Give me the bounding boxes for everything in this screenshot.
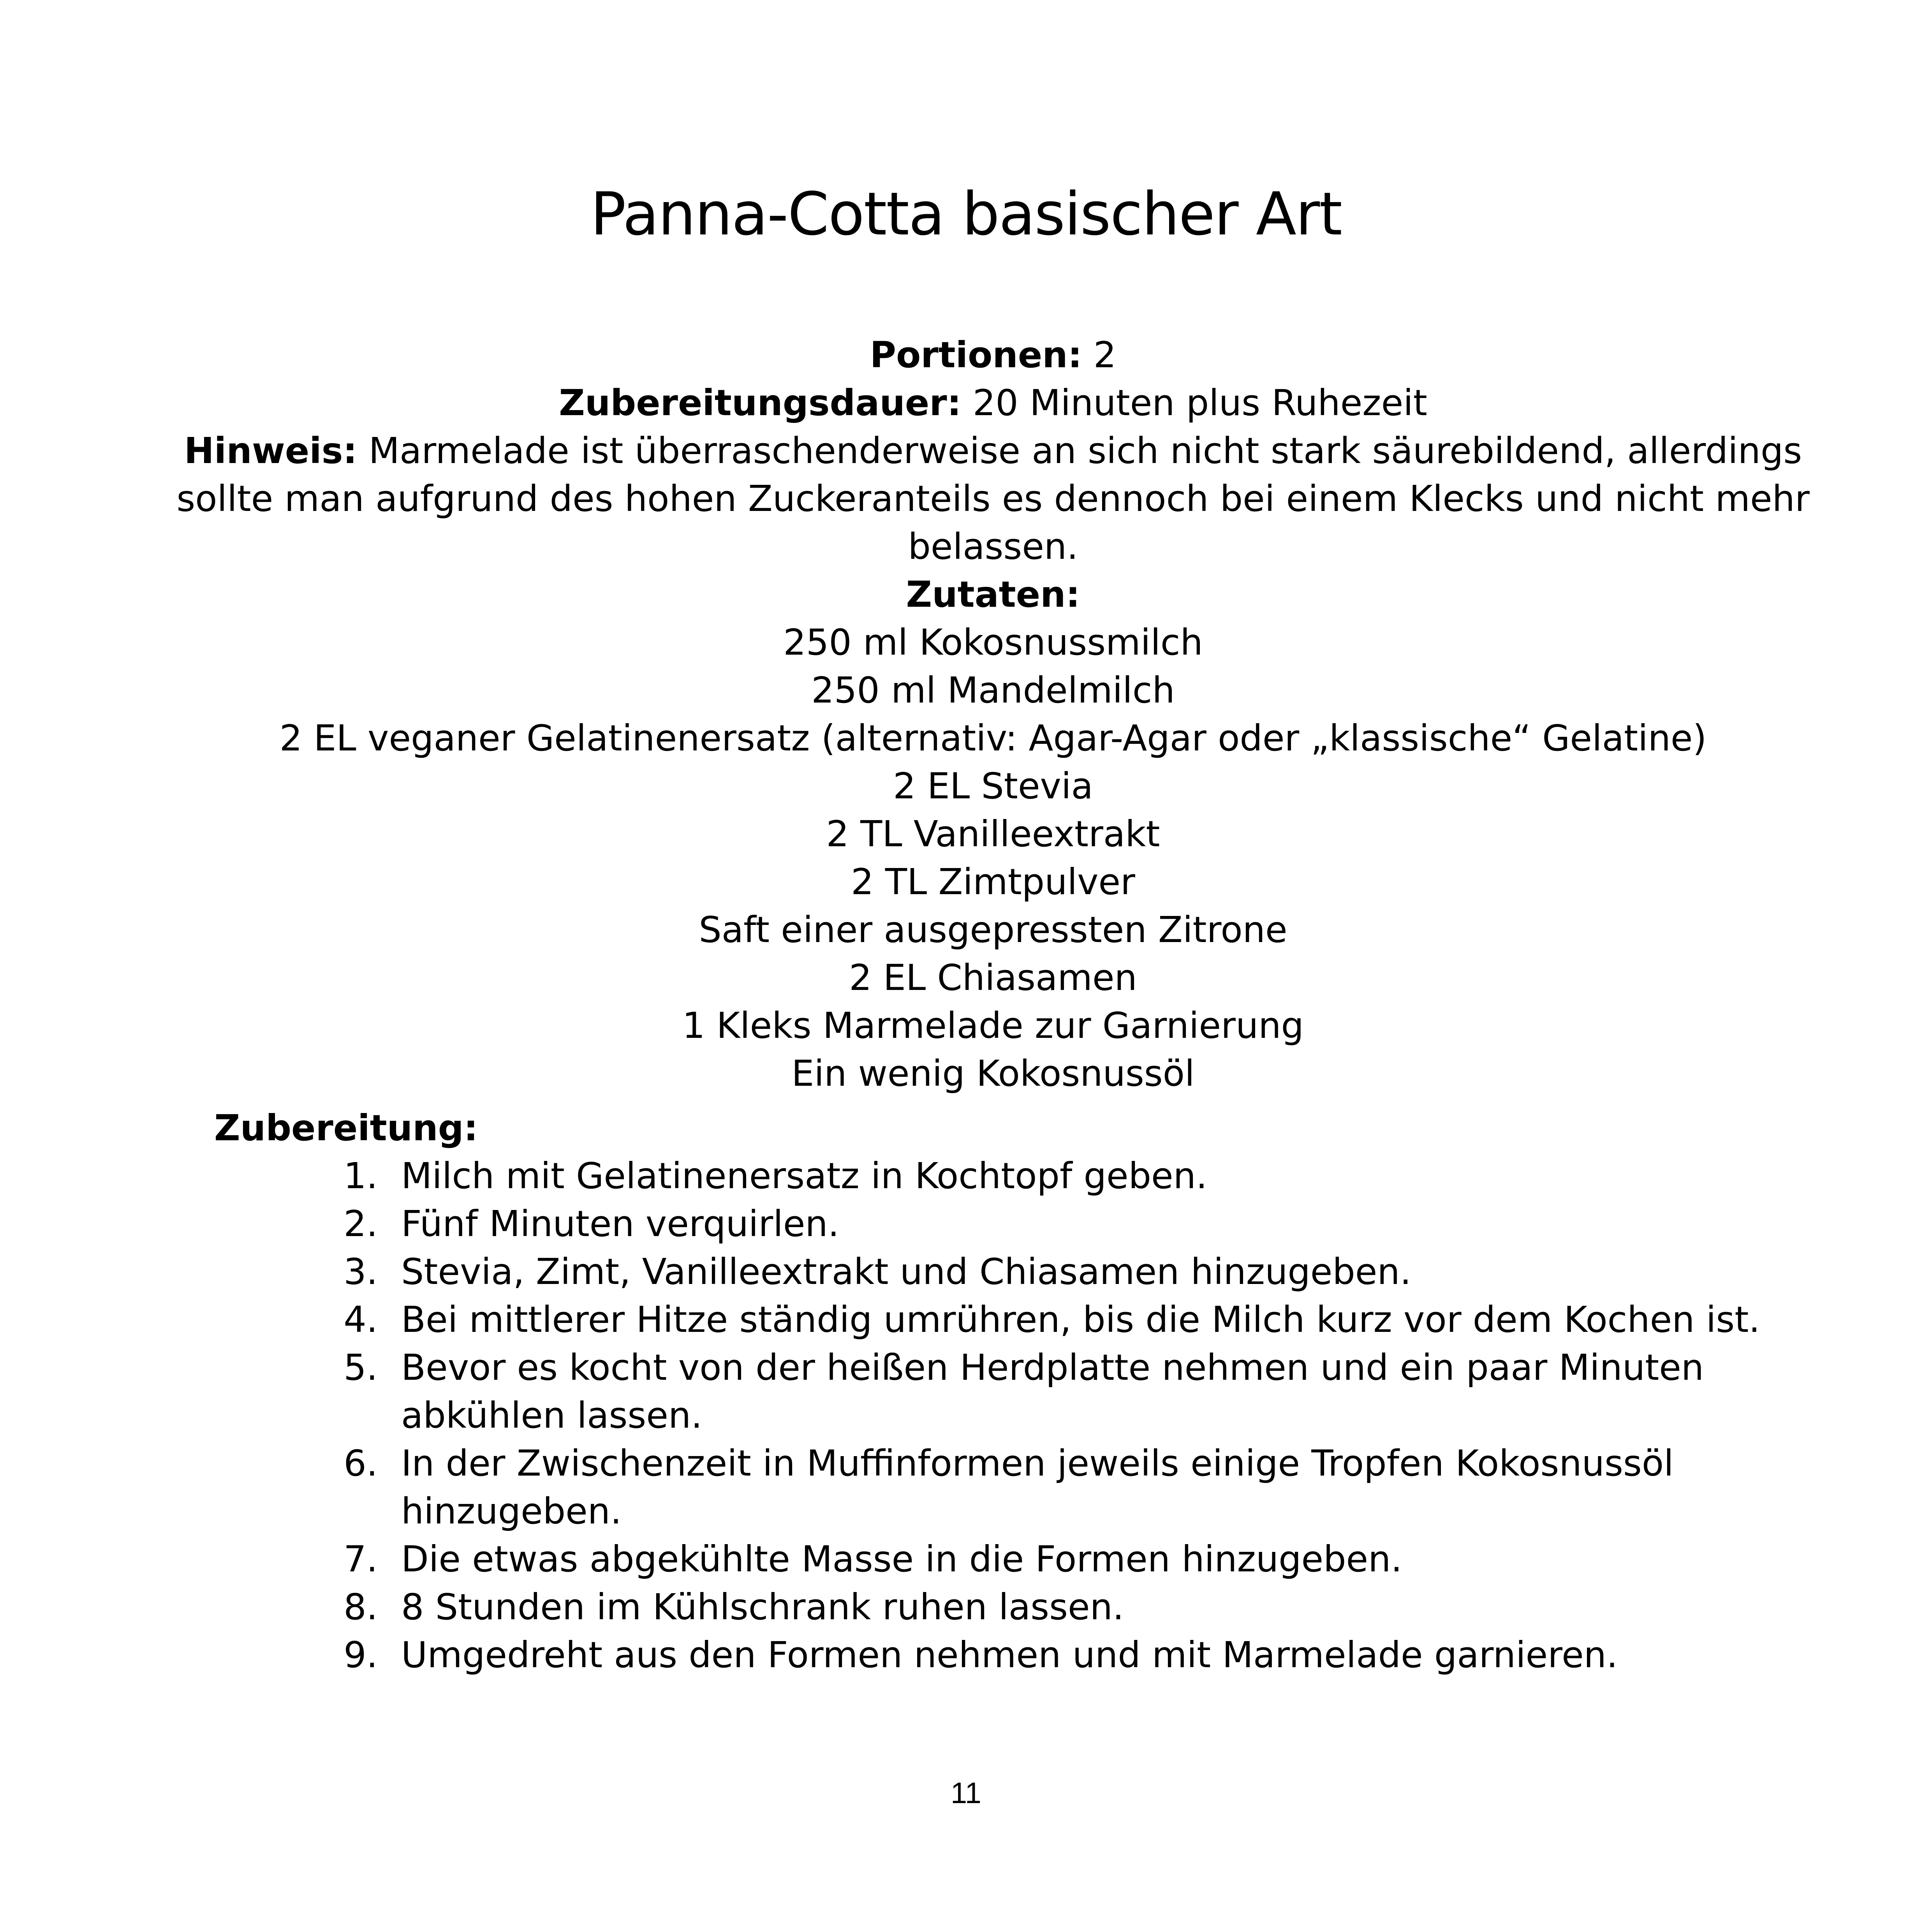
step-number: 9. <box>343 1634 378 1676</box>
step-text: In der Zwischenzeit in Muffinformen jeweils einige Tropfen Kokosnussöl hinzugeben. <box>401 1442 1674 1532</box>
step-item <box>0 1248 1823 1296</box>
step-number: 4. <box>343 1299 378 1340</box>
portions-line <box>175 331 1811 379</box>
preparation-steps <box>0 1152 1830 1679</box>
step-number: 2. <box>343 1203 378 1245</box>
step-text: Bei mittlerer Hitze ständig umrühren, bis die Milch kurz vor dem Kochen ist. <box>401 1299 1760 1340</box>
step-number: 7. <box>343 1538 378 1580</box>
step-number: 1. <box>343 1155 378 1197</box>
ingredient-item: 2 EL Chiasamen <box>849 957 1137 999</box>
step-item <box>0 1535 1823 1583</box>
ingredient-item: Saft einer ausgepressten Zitrone <box>699 909 1287 951</box>
step-item <box>0 1296 1823 1344</box>
portions-label: Portionen: <box>870 334 1082 376</box>
step-text: Fünf Minuten verquirlen. <box>401 1203 839 1245</box>
step-item <box>0 1439 1823 1535</box>
prep-time-line <box>175 379 1811 427</box>
ingredient-item: 250 ml Mandelmilch <box>811 669 1175 711</box>
ingredient-item: 2 TL Zimtpulver <box>851 861 1135 903</box>
page-title: Panna-Cotta basischer Art <box>590 180 1342 248</box>
ingredient-item: 2 TL Vanilleextrakt <box>826 813 1160 855</box>
step-item <box>0 1200 1823 1248</box>
prep-time-value: 20 Minuten plus Ruhezeit <box>972 382 1427 424</box>
step-text: 8 Stunden im Kühlschrank ruhen lassen. <box>401 1586 1124 1628</box>
ingredient-item: 2 EL veganer Gelatinenersatz (alternativ: Agar-Agar oder „klassische“ Gelatine) <box>279 717 1707 759</box>
step-text: Milch mit Gelatinenersatz in Kochtopf geben. <box>401 1155 1208 1197</box>
ingredient-item: 2 EL Stevia <box>893 765 1093 807</box>
ingredient-item: Ein wenig Kokosnussöl <box>791 1053 1195 1094</box>
note-label: Hinweis: <box>184 430 358 472</box>
step-number: 3. <box>343 1251 378 1293</box>
step-item <box>0 1583 1823 1631</box>
step-text: Die etwas abgekühlte Masse in die Formen hinzugeben. <box>401 1538 1402 1580</box>
portions-value: 2 <box>1093 334 1117 376</box>
ingredients-list <box>175 618 1811 1097</box>
step-text: Bevor es kocht von der heißen Herdplatte nehmen und ein paar Minuten abkühlen lassen. <box>401 1347 1704 1436</box>
step-text: Stevia, Zimt, Vanilleextrakt und Chiasamen hinzugeben. <box>401 1251 1411 1293</box>
prep-time-label: Zubereitungsdauer: <box>559 382 962 424</box>
step-text: Umgedreht aus den Formen nehmen und mit Marmelade garnieren. <box>401 1634 1618 1676</box>
ingredients-heading: Zutaten: <box>906 574 1080 615</box>
note-line <box>175 427 1811 571</box>
step-item <box>0 1344 1823 1439</box>
ingredient-item: 1 Kleks Marmelade zur Garnierung <box>682 1005 1304 1046</box>
note-text: Marmelade ist überraschenderweise an sich nicht stark säurebildend, allerdings sollte man aufgrund des hohen Zuckeranteils es dennoch bei einem Klecks und nicht mehr belassen. <box>176 430 1810 567</box>
page-number: 11 <box>951 1777 981 1810</box>
step-item <box>0 1152 1823 1200</box>
ingredient-item: 250 ml Kokosnussmilch <box>783 622 1203 663</box>
preparation-heading: Zubereitung: <box>214 1107 478 1149</box>
step-number: 5. <box>343 1347 378 1388</box>
step-number: 6. <box>343 1442 378 1484</box>
step-number: 8. <box>343 1586 378 1628</box>
recipe-meta <box>175 331 1811 1097</box>
step-item <box>0 1631 1823 1679</box>
